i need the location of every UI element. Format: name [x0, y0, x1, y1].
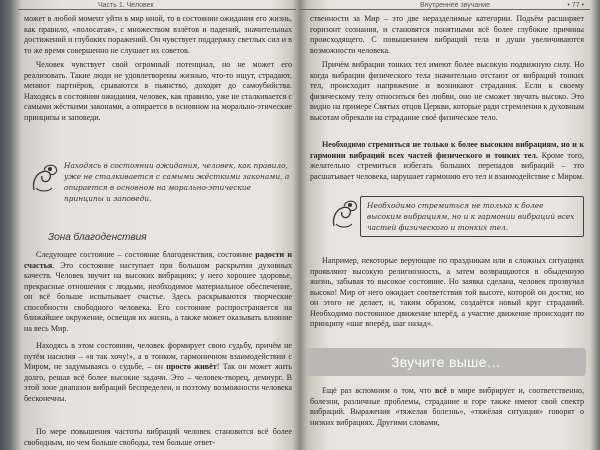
left-paragraph-5: По мере повышения частоты вибраций человек становится всё более свободным, но чем больше свободы, тем больше ответ-	[24, 427, 292, 447]
right-running-head	[300, 0, 590, 10]
right-paragraph-5: Ещё раз вспомним о том, что всё в мире вибрирует и, соответственно, болезни, различные проблемы, страдание и горе также имеют свой спектр вибраций. Выражения «тяжелая болезнь», «тяжёлая ситуация» говорят о низких вибрациях. Другими словами,	[310, 386, 584, 427]
section-heading: Зона благоденствия	[48, 232, 147, 243]
running-head-text: Внутреннее звучание	[420, 2, 490, 9]
right-callout-quote: Необходимо стремиться не только к более высоким вибрациям, но и к гармонии вибраций всех частей физического и тонких тел.	[360, 196, 584, 237]
left-paragraph-4: Находясь в этом состоянии, человек формирует свою судьбу, причём не путём насилия – «я так хочу!», а в тонком, гармоничном взаимодействии с Миром, не задумываясь о судьбе, – он просто живёт! Так он может жить долго, решая всё более высокие задачи. Это – человек-творец, демиург. В этой зоне диапазон вибраций беспределен, и поэтому возможности человека бесконечны.	[24, 341, 293, 403]
left-paragraph-2: Человек чувствует свой огромный потенциал, но не может его реализовать. Такие люди не удовлетворены жизнью, что-то ищут, страдают, меняют партнёров, срываются в пьянство, доходят до самоубийства. Находясь в состоянии ожидания, человек, как правило, уже не сталкивается с самыми жёсткими законами, а опирается в основном на морально-этические принципы и заповеди.	[24, 60, 292, 122]
left-paragraph-1: может в любой момент уйти в мир иной, то в состоянии ожидания его жизнь, как правило, «полосатая», с множеством взлётов и падений, значительных достижений и глубоких поражений. Он чувствует поддержку светлых сил и в то же время совершенно не слушает их советов.	[24, 14, 292, 55]
right-paragraph-1: ственности за Мир – это две неразделимые категории. Подъём расширяет горизонт сознания, и становятся понятными всё более глубокие причины происходящего. С повышением вибраций тела и души увеличиваются возможности человека.	[310, 14, 584, 55]
page-number: • 77 •	[567, 2, 584, 9]
banner-title: Звучите выше…	[390, 354, 502, 370]
section-banner	[306, 348, 586, 376]
bold-key-statement: Необходимо стремиться не только к более высоким вибрациям, но и к гармонии вибраций всех частей физического и тонких тел.	[310, 140, 584, 160]
left-page	[18, 0, 296, 450]
right-paragraph-3: Необходимо стремиться не только к более высоким вибрациям, но и к гармонии вибраций всех частей физического и тонких тел. Кроме того, желательно стремиться избегать больших перепадов вибраций – это расшатывает человека, нарушает гармонию его тел и взаимодействие с Миром.	[310, 140, 585, 181]
bold-phrase-just-lives: просто живёт	[166, 362, 217, 372]
left-running-head	[18, 0, 296, 10]
left-paragraph-3: Следующее состояние – состояние благоденствия, состояние радости и счастья. Это состояние наступает при большом раскрытии духовных качеств. Человек звучит на высоких вибрациях; у него хорошее здоровье, прекрасные отношения с людьми, необходимое материальное обеспечение, он всё больше испытывает счастье. Здесь раскрываются творческие способности свободного человека. Его состояние распространяется на ближайшее окружение, освещая их жизнь, а также может оказывать влияние на весь Мир.	[24, 250, 293, 333]
bold-word-everything: всё	[435, 386, 447, 395]
running-head-text: Часть 1. Человек	[98, 2, 154, 9]
flower-scroll-icon	[28, 162, 62, 196]
right-paragraph-4: Например, некоторые верующие по праздникам или в сложных ситуациях проявляют высокую религиозность, а затем возвращаются в обыденную жизнь, забывая то высокое состояние. Но заявка сделана, человек прозвучал высоко! Мир от него ожидает соответствия той высоте, которой он достиг, но он этого не делает, и, таким образом, создаётся новый круг страданий. Необходимо постоянное движение вперёд, а участие движение происходит по принципу «шаг вперёд, шаг назад».	[310, 256, 584, 329]
right-page	[300, 0, 590, 450]
bold-phrase-joy: радости и счастья	[24, 250, 293, 270]
left-callout-quote: Находясь в состоянии ожидания, человек, как правило, уже не сталкивается с самыми жёсткими законами, а опирается в основном на морально-этические принципы и заповеди.	[64, 161, 290, 203]
right-paragraph-2: Причём вибрации тонких тел имеют более высокую подвижную силу. Но когда вибрации физического тела значительно отстают от вибраций тонких тел, происходит напряжение и возникают страдания. Если к своему физическому телу относиться без любви, оно не сможет звучать высоко. Это видно на примере Святых отцов Церкви, которые ради стремления к духовным высотам обрекали на страдание своё физическое тело.	[310, 60, 584, 122]
flower-scroll-icon	[328, 198, 362, 232]
